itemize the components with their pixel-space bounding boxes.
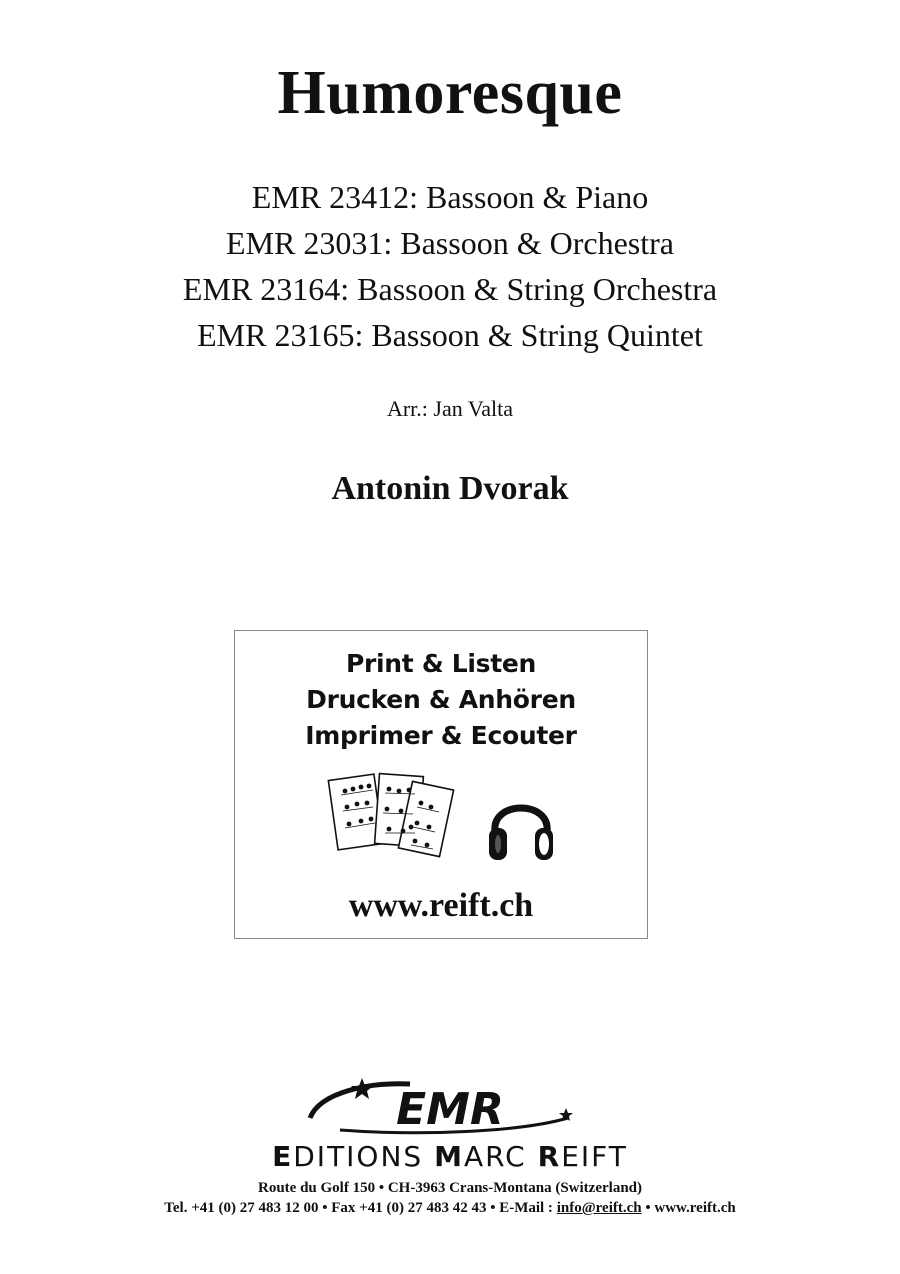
contact-phone-fax: Tel. +41 (0) 27 483 12 00 • Fax +41 (0) 27 483 42 43 • E-Mail : — [164, 1200, 557, 1216]
publisher-contact — [0, 1200, 900, 1217]
website-url[interactable]: www.reift.ch — [348, 887, 534, 924]
svg-text:EMR: EMR — [396, 1084, 504, 1135]
sheet-music-icon — [327, 769, 457, 869]
print-listen-box — [234, 630, 648, 939]
publisher-address: Route du Golf 150 • CH-3963 Crans-Montana (Switzerland) — [258, 1180, 642, 1196]
headphones-icon — [485, 786, 557, 871]
edition-item: EMR 23412: Bassoon & Piano — [251, 179, 649, 215]
contact-website: • www.reift.ch — [641, 1200, 736, 1216]
promo-line-french: Imprimer & Ecouter — [305, 721, 577, 750]
page-title: Humoresque — [277, 59, 623, 127]
promo-line-english: Print & Listen — [345, 649, 537, 678]
edition-item: EMR 23031: Bassoon & Orchestra — [226, 225, 674, 261]
composer-name: Antonin Dvorak — [331, 470, 569, 507]
publisher-name: EDITIONS MARC REIFT — [272, 1140, 628, 1173]
email-link[interactable]: info@reift.ch — [556, 1200, 642, 1216]
arranger-credit: Arr.: Jan Valta — [386, 396, 514, 421]
promo-line-german: Drucken & Anhören — [306, 685, 576, 714]
edition-list — [0, 174, 900, 358]
edition-item: EMR 23164: Bassoon & String Orchestra — [182, 271, 718, 307]
edition-item: EMR 23165: Bassoon & String Quintet — [197, 317, 703, 353]
emr-logo — [300, 1076, 600, 1136]
